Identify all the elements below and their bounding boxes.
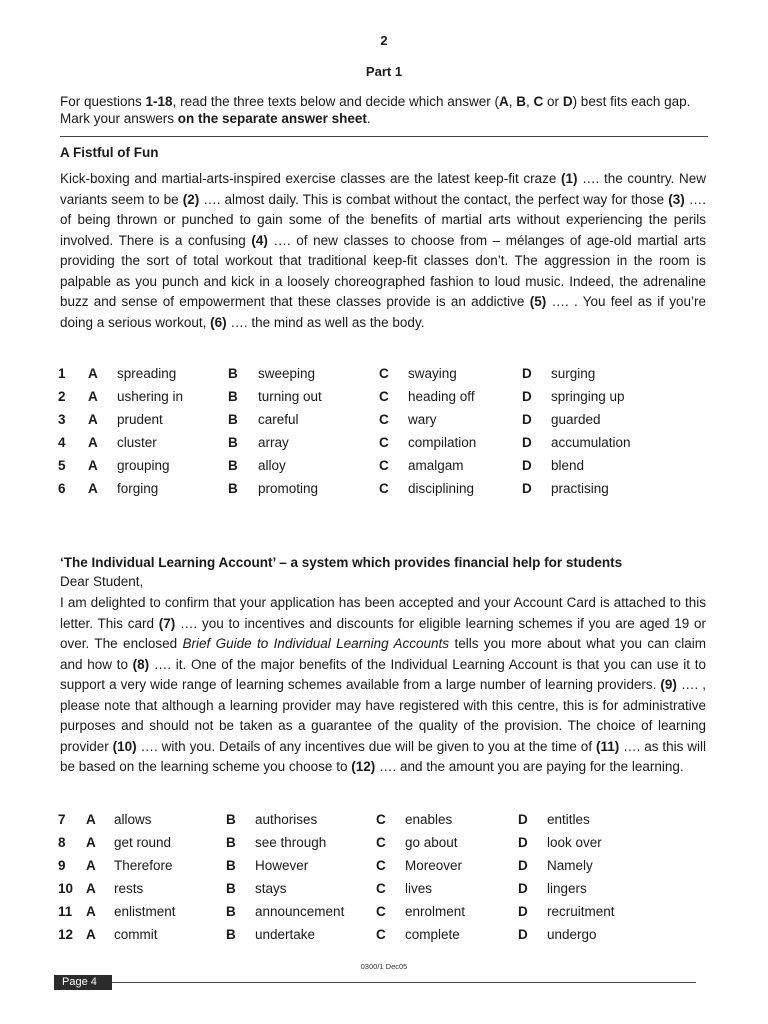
question-number: 10 xyxy=(58,881,74,896)
option-b: authorises xyxy=(255,812,318,827)
option-letter-c: C xyxy=(376,812,386,827)
question-row xyxy=(56,812,716,835)
question-number: 12 xyxy=(58,927,74,942)
option-letter-c: C xyxy=(376,881,386,896)
option-a: cluster xyxy=(117,435,157,450)
option-a: get round xyxy=(114,835,172,850)
option-letter-d: D xyxy=(518,812,528,827)
option-c: compilation xyxy=(408,435,477,450)
option-letter-d: D xyxy=(518,835,528,850)
question-number: 11 xyxy=(58,904,73,919)
option-b: stays xyxy=(255,881,287,896)
option-letter-a: A xyxy=(88,435,98,450)
question-row xyxy=(56,389,716,412)
option-c: Moreover xyxy=(405,858,463,873)
option-letter-d: D xyxy=(522,481,532,496)
option-letter-b: B xyxy=(226,858,236,873)
option-a: spreading xyxy=(117,366,177,381)
option-letter-d: D xyxy=(518,858,528,873)
option-a: enlistment xyxy=(114,904,176,919)
question-row xyxy=(56,458,716,481)
text2-title: ‘The Individual Learning Account’ – a system which provides financial help for students xyxy=(60,555,623,570)
option-c: enrolment xyxy=(405,904,466,919)
option-letter-d: D xyxy=(522,435,532,450)
option-c: heading off xyxy=(408,389,475,404)
option-letter-b: B xyxy=(228,389,238,404)
text1-title: A Fistful of Fun xyxy=(60,145,159,160)
option-letter-a: A xyxy=(86,881,96,896)
option-letter-a: A xyxy=(86,904,96,919)
option-letter-c: C xyxy=(376,835,386,850)
option-letter-d: D xyxy=(522,389,532,404)
text1-passage: Kick-boxing and martial-arts-inspired exercise classes are the latest keep-fit craze (1) …. the country. New variants seem to be (2) …. almost daily. This is combat without the contact, the perfect way for those (3) …. of being thrown or punched to gain some of the benefits of martial arts without experiencing the perils involved. There is a confusing (4) …. of new classes to choose from – mélanges of age-old martial arts providing the sort of total workout that traditional keep-fit classes don’t. The aggression in the room is palpable as you punch and kick in a loosely choreographed fashion to loud music. Indeed, the adrenaline buzz and sense of empowerment that these classes provide is an addictive (5) …. . You feel as if you’re doing a serious workout, (6) …. the mind as well as the body. xyxy=(60,171,707,330)
question-row xyxy=(56,835,716,858)
option-b: announcement xyxy=(255,904,345,919)
question-number: 8 xyxy=(58,835,66,850)
question-number: 1 xyxy=(58,366,66,381)
option-letter-a: A xyxy=(88,389,98,404)
option-d: surging xyxy=(551,366,596,381)
option-d: accumulation xyxy=(551,435,631,450)
option-letter-d: D xyxy=(518,904,528,919)
option-letter-d: D xyxy=(522,458,532,473)
option-letter-c: C xyxy=(379,458,389,473)
question-number: 6 xyxy=(58,481,66,496)
option-letter-c: C xyxy=(379,366,389,381)
question-row xyxy=(56,904,716,927)
option-b: array xyxy=(258,435,289,450)
option-letter-a: A xyxy=(88,412,98,427)
question-number: 9 xyxy=(58,858,66,873)
question-row xyxy=(56,366,716,389)
question-row xyxy=(56,858,716,881)
option-b: promoting xyxy=(258,481,319,496)
question-number: 2 xyxy=(58,389,66,404)
option-letter-c: C xyxy=(376,927,386,942)
option-b: alloy xyxy=(258,458,286,473)
option-letter-b: B xyxy=(226,881,236,896)
option-d: recruitment xyxy=(547,904,615,919)
question-row xyxy=(56,881,716,904)
option-letter-b: B xyxy=(226,835,236,850)
option-b: However xyxy=(255,858,309,873)
option-a: grouping xyxy=(117,458,170,473)
option-b: see through xyxy=(255,835,327,850)
option-c: swaying xyxy=(408,366,457,381)
option-letter-b: B xyxy=(228,435,238,450)
option-c: wary xyxy=(408,412,437,427)
option-c: disciplining xyxy=(408,481,475,496)
option-letter-d: D xyxy=(522,366,532,381)
option-a: rests xyxy=(114,881,144,896)
option-d: practising xyxy=(551,481,609,496)
text2-options xyxy=(56,812,716,950)
option-d: guarded xyxy=(551,412,601,427)
option-c: enables xyxy=(405,812,453,827)
option-d: springing up xyxy=(551,389,625,404)
question-row xyxy=(56,435,716,458)
option-c: go about xyxy=(405,835,458,850)
part-title: Part 1 xyxy=(365,64,403,79)
page-tab: Page 4 xyxy=(54,975,112,990)
question-row xyxy=(56,412,716,435)
option-a: allows xyxy=(114,812,152,827)
option-letter-b: B xyxy=(228,366,238,381)
exam-code: 0300/1 Dec05 xyxy=(360,962,408,971)
option-letter-b: B xyxy=(226,812,236,827)
option-letter-c: C xyxy=(379,435,389,450)
option-letter-c: C xyxy=(376,858,386,873)
option-letter-a: A xyxy=(88,481,98,496)
option-d: look over xyxy=(547,835,602,850)
instructions: For questions 1-18, read the three texts below and decide which answer (A, B, C or D) best fits each gap. Mark your answers on the separate answer sheet. xyxy=(60,94,691,126)
option-b: sweeping xyxy=(258,366,316,381)
question-row xyxy=(56,481,716,504)
option-b: turning out xyxy=(258,389,322,404)
option-letter-c: C xyxy=(379,389,389,404)
option-c: complete xyxy=(405,927,460,942)
option-letter-d: D xyxy=(518,881,528,896)
option-c: amalgam xyxy=(408,458,464,473)
option-letter-d: D xyxy=(518,927,528,942)
page-number: 2 xyxy=(380,33,388,48)
option-d: lingers xyxy=(547,881,587,896)
option-b: undertake xyxy=(255,927,316,942)
option-letter-a: A xyxy=(88,366,98,381)
option-c: lives xyxy=(405,881,433,896)
option-a: ushering in xyxy=(117,389,184,404)
option-letter-b: B xyxy=(228,458,238,473)
text2-passage: I am delighted to confirm that your application has been accepted and your Account Card is attached to this letter. This card (7) …. you to incentives and discounts for eligible learning schemes if you are aged 19 or over. The enclosed Brief Guide to Individual Learning Accounts tells you more about what you can claim and how to (8) …. it. One of the major benefits of the Individual Learning Account is that you can use it to support a very wide range of learning schemes available from a large number of learning providers. (9) …. , please note that although a learning provider may have registered with this centre, this is for administrative purposes and should not be taken as a guarantee of the quality of the provision. The choice of learning provider (10) …. with you. Details of any incentives due will be given to you at the time of (11) …. as this will be based on the learning scheme you choose to (12) …. and the amount you are paying for the learning. xyxy=(60,595,707,774)
question-row xyxy=(56,927,716,950)
option-letter-a: A xyxy=(86,927,96,942)
option-letter-d: D xyxy=(522,412,532,427)
option-letter-a: A xyxy=(88,458,98,473)
option-letter-c: C xyxy=(379,412,389,427)
option-a: prudent xyxy=(117,412,163,427)
option-d: Namely xyxy=(547,858,593,873)
option-a: Therefore xyxy=(114,858,173,873)
option-letter-c: C xyxy=(379,481,389,496)
option-letter-a: A xyxy=(86,812,96,827)
option-letter-a: A xyxy=(86,835,96,850)
text1-options xyxy=(56,366,716,504)
option-letter-b: B xyxy=(226,927,236,942)
option-letter-b: B xyxy=(228,412,238,427)
option-d: undergo xyxy=(547,927,597,942)
question-number: 7 xyxy=(58,812,66,827)
option-letter-b: B xyxy=(228,481,238,496)
option-d: blend xyxy=(551,458,585,473)
option-letter-b: B xyxy=(226,904,236,919)
option-a: forging xyxy=(117,481,159,496)
option-a: commit xyxy=(114,927,158,942)
option-b: careful xyxy=(258,412,299,427)
question-number: 3 xyxy=(58,412,66,427)
option-letter-a: A xyxy=(86,858,96,873)
top-divider xyxy=(60,136,708,137)
option-letter-c: C xyxy=(376,904,386,919)
text2-salutation: Dear Student, xyxy=(60,574,144,589)
option-d: entitles xyxy=(547,812,590,827)
question-number: 4 xyxy=(58,435,66,450)
bottom-divider xyxy=(112,982,696,983)
question-number: 5 xyxy=(58,458,66,473)
